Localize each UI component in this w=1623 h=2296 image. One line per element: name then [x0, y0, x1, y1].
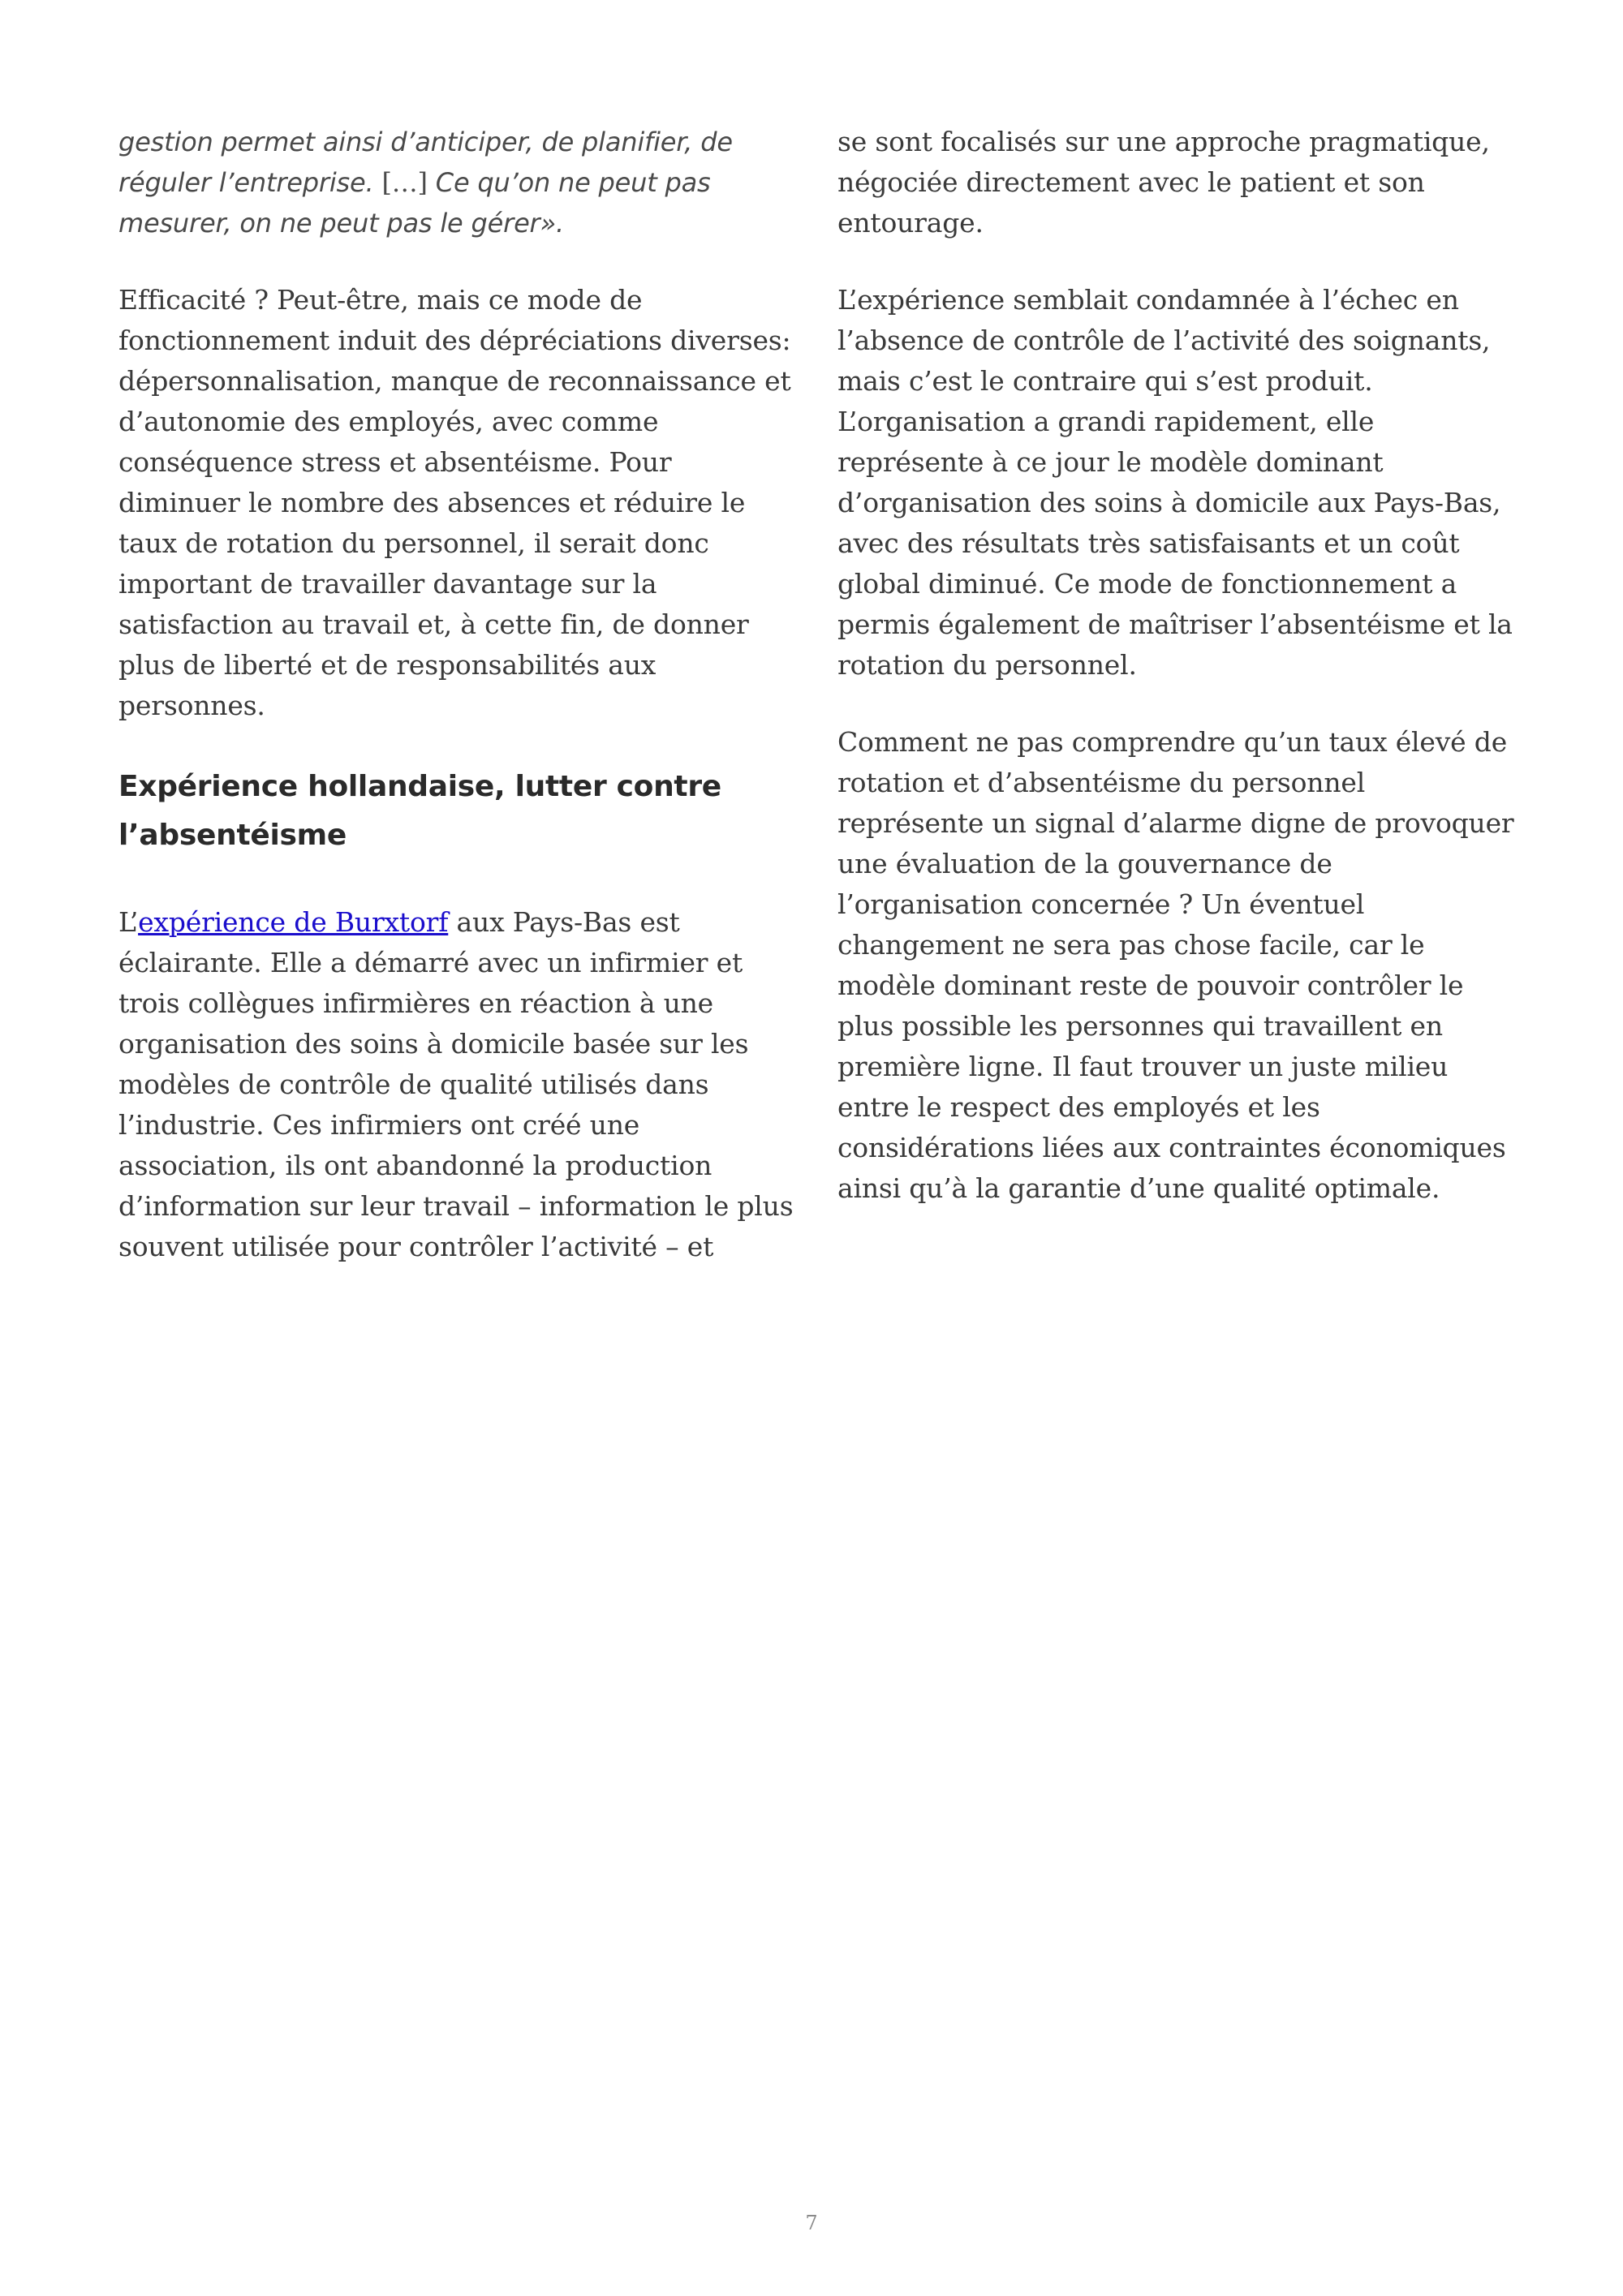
section-heading: Expérience hollandaise, lutter contre l’absentéisme	[118, 770, 721, 852]
quote-text-part2: Ce qu’on ne peut pas mesurer, on ne peut pas le gérer».	[118, 167, 711, 239]
paragraph-burxtorf	[118, 902, 796, 1267]
quote-text-part1: gestion permet ainsi d’anticiper, de planifier, de réguler l’entreprise.	[118, 127, 733, 198]
left-column	[118, 122, 796, 1304]
right-column	[837, 122, 1515, 1245]
paragraph-comment: Comment ne pas comprendre qu’un taux élevé de rotation et d’absentéisme du personnel représente un signal d’alarme digne de provoquer une évaluation de la gouvernance de l’organisation concernée ? Un éventuel changement ne sera pas chose facile, car le modèle dominant reste de pouvoir contrôler le plus possible les personnes qui travaillent en première ligne. Il faut trouver un juste milieu entre le respect des employés et les considérations liées aux contraintes économiques ainsi qu’à la garantie d’une qualité optimale.	[837, 726, 1514, 1204]
quote-paragraph	[118, 122, 796, 243]
paragraph-burxtorf-suffix: aux Pays-Bas est éclairante. Elle a démarré avec un infirmier et trois collègues infirmières en réaction à une organisation des soins à domicile basée sur les modèles de contrôle de qualité utilisés dans l’industrie. Ces infirmiers ont créé une association, ils ont abandonné la production d’information sur leur travail – information le plus souvent utilisée pour contrôler l’activité – et	[118, 906, 794, 1262]
paragraph-efficacite: Efficacité ? Peut-être, mais ce mode de fonctionnement induit des dépréciations diverses: dépersonnalisation, manque de reconnaissance et d’autonomie des employés, avec comme conséquence stress et absentéisme. Pour diminuer le nombre des absences et réduire le taux de rotation du personnel, il serait donc important de travailler davantage sur la satisfaction au travail et, à cette fin, de donner plus de liberté et de responsabilités aux personnes.	[118, 284, 791, 721]
paragraph-experience: L’expérience semblait condamnée à l’échec en l’absence de contrôle de l’activité des soignants, mais c’est le contraire qui s’est produit. L’organisation a grandi rapidement, elle représente à ce jour le modèle dominant d’organisation des soins à domicile aux Pays-Bas, avec des résultats très satisfaisants et un coût global diminué. Ce mode de fonctionnement a permis également de maîtriser l’absentéisme et la rotation du personnel.	[837, 284, 1513, 681]
quote-ellipsis: […]	[373, 167, 436, 198]
page-number: 7	[805, 2212, 818, 2234]
burxtorf-link[interactable]: expérience de Burxtorf	[138, 906, 449, 938]
paragraph-continuation: se sont focalisés sur une approche pragmatique, négociée directement avec le patient et son entourage.	[837, 126, 1490, 239]
paragraph-burxtorf-prefix: L’	[118, 906, 139, 938]
